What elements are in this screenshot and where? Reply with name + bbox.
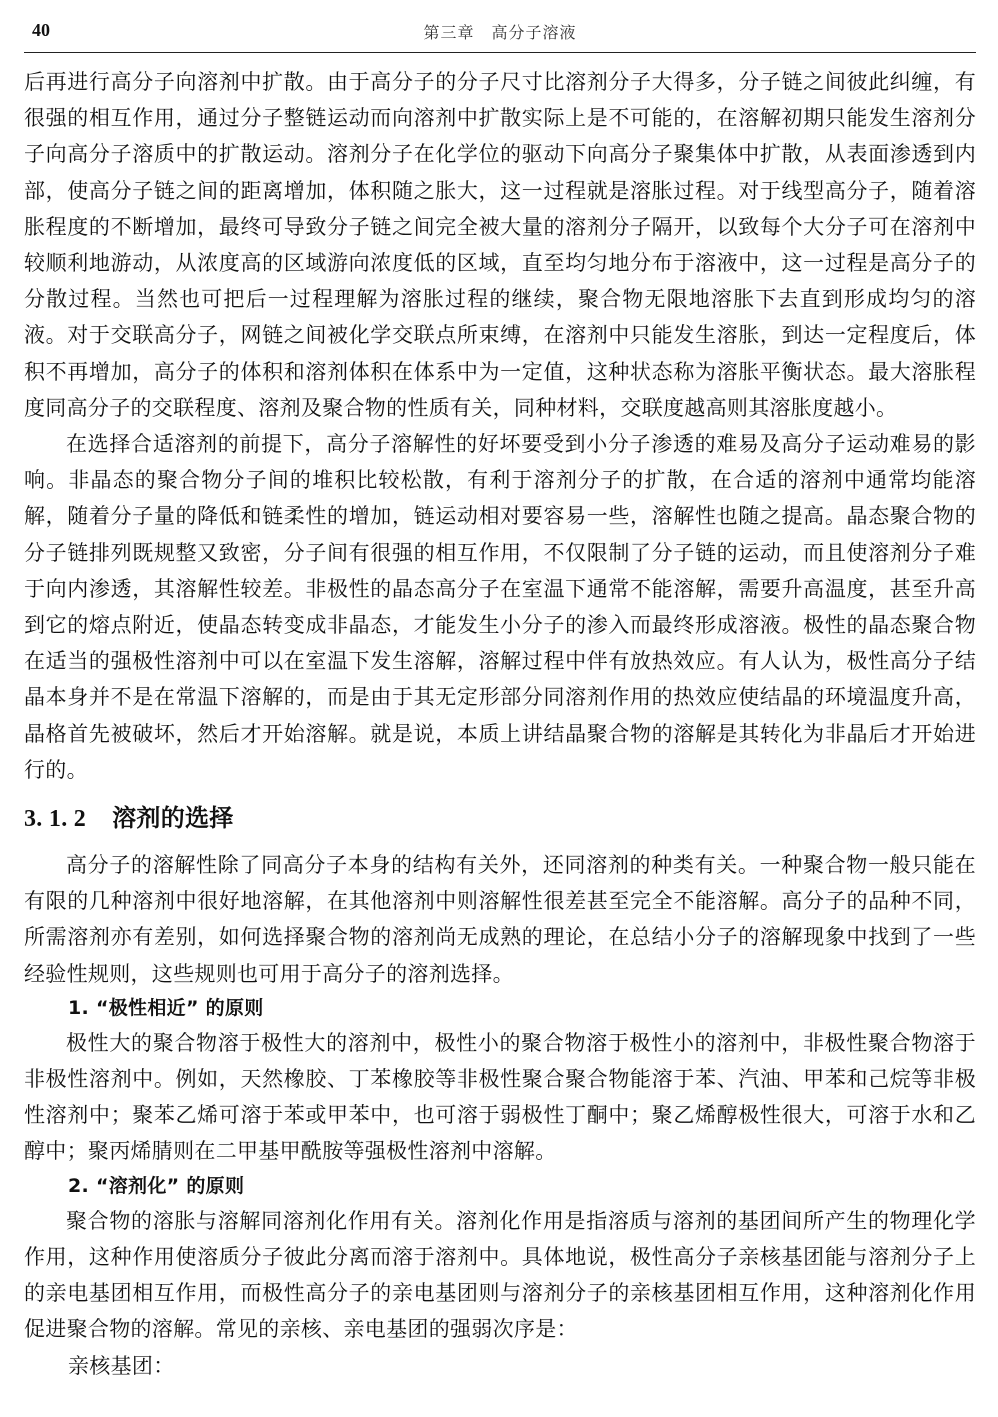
- page-header: [24, 16, 976, 53]
- subheading-polarity: 1. “极性相近” 的原则: [68, 996, 264, 1019]
- paragraph-nucleophilic: 亲核基团：: [68, 1353, 175, 1378]
- page-number: 40: [32, 20, 50, 40]
- section-title: 溶剂的选择: [112, 804, 234, 833]
- paragraph-polarity: 极性大的聚合物溶于极性大的溶剂中，极性小的聚合物溶于极性小的溶剂中，非极性聚合物溶于非极性溶剂中。例如，天然橡胶、丁苯橡胶等非极性聚合聚合物能溶于苯、汽油、甲苯和己烷等非极性溶剂中；聚苯乙烯可溶于苯或甲苯中，也可溶于弱极性丁酮中；聚乙烯醇极性很大，可溶于水和乙醇中；聚丙烯腈则在二甲基甲酰胺等强极性溶剂中溶解。: [24, 1030, 976, 1164]
- paragraph-solubility: 在选择合适溶剂的前提下，高分子溶解性的好坏要受到小分子渗透的难易及高分子运动难易的影响。非晶态的聚合物分子间的堆积比较松散，有利于溶剂分子的扩散，在合适的溶剂中通常均能溶解，随着分子量的降低和链柔性的增加，链运动相对要容易一些，溶解性也随之提高。晶态聚合物的分子链排列既规整又致密，分子间有很强的相互作用，不仅限制了分子链的运动，而且使溶剂分子难于向内渗透，其溶解性较差。非极性的晶态高分子在室温下通常不能溶解，需要升高温度，甚至升高到它的熔点附近，使晶态转变成非晶态，才能发生小分子的渗入而最终形成溶液。极性的晶态聚合物在适当的强极性溶剂中可以在室温下发生溶解，溶解过程中伴有放热效应。有人认为，极性高分子结晶本身并不是在常温下溶解的，而是由于其无定形部分同溶剂作用的热效应使结晶的环境温度升高，晶格首先被破坏，然后才开始溶解。就是说，本质上讲结晶聚合物的溶解是其转化为非晶后才开始进行的。: [24, 432, 976, 782]
- paragraph-continued: 后再进行高分子向溶剂中扩散。由于高分子的分子尺寸比溶剂分子大得多，分子链之间彼此纠缠，有很强的相互作用，通过分子整链运动而向溶剂中扩散实际上是不可能的，在溶解初期只能发生溶剂分子向高分子溶质中的扩散运动。溶剂分子在化学位的驱动下向高分子聚集体中扩散，从表面渗透到内部，使高分子链之间的距离增加，体积随之胀大，这一过程就是溶胀过程。对于线型高分子，随着溶胀程度的不断增加，最终可导致分子链之间完全被大量的溶剂分子隔开，以致每个大分子可在溶剂中较顺利地游动，从浓度高的区域游向浓度低的区域，直至均匀地分布于溶液中，这一过程是高分子的分散过程。当然也可把后一过程理解为溶胀过程的继续，聚合物无限地溶胀下去直到形成均匀的溶液。对于交联高分子，网链之间被化学交联点所束缚，在溶剂中只能发生溶胀，到达一定程度后，体积不再增加，高分子的体积和溶剂体积在体系中为一定值，这种状态称为溶胀平衡状态。最大溶胀程度同高分子的交联程度、溶剂及聚合物的性质有关，同种材料，交联度越高则其溶胀度越小。: [24, 70, 976, 420]
- subheading-solvation: 2. “溶剂化” 的原则: [68, 1174, 245, 1197]
- section-number: 3. 1. 2: [24, 806, 87, 833]
- paragraph-solvent-intro: 高分子的溶解性除了同高分子本身的结构有关外，还同溶剂的种类有关。一种聚合物一般只能在有限的几种溶剂中很好地溶解，在其他溶剂中则溶解性很差甚至完全不能溶解。高分子的品种不同，所需溶剂亦有差别，如何选择聚合物的溶剂尚无成熟的理论，在总结小分子的溶解现象中找到了一些经验性规则，这些规则也可用于高分子的溶剂选择。: [24, 853, 976, 986]
- section-heading: [24, 802, 976, 835]
- body-text: [24, 64, 976, 1384]
- paragraph-solvation: 聚合物的溶胀与溶解同溶剂化作用有关。溶剂化作用是指溶质与溶剂的基团间所产生的物理化学作用，这种作用使溶质分子彼此分离而溶于溶剂中。具体地说，极性高分子亲核基团能与溶剂分子上的亲电基团相互作用，而极性高分子的亲电基团则与溶剂分子的亲核基团相互作用，这种溶剂化作用促进聚合物的溶解。常见的亲核、亲电基团的强弱次序是：: [24, 1208, 976, 1342]
- running-head: 第三章 高分子溶液: [423, 23, 577, 42]
